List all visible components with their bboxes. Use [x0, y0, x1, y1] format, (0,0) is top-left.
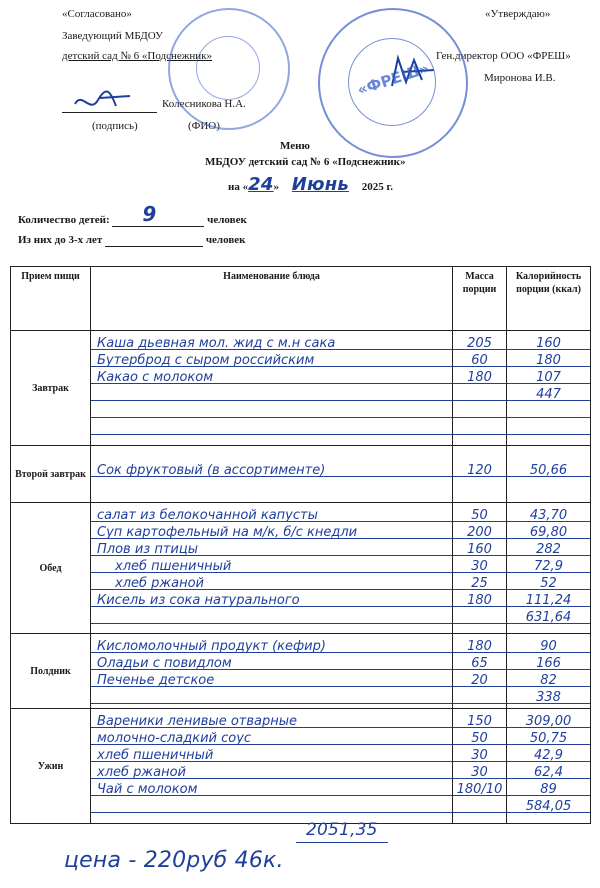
ruled-line [91, 652, 452, 653]
fio-caption: (ФИО) [188, 120, 220, 132]
header-kcal: Калорийность порции (ккал) [507, 267, 591, 331]
menu-kcal: 631,64 [507, 609, 590, 626]
ruled-line [91, 795, 452, 796]
ruled-line [453, 669, 506, 670]
ruled-line [453, 606, 506, 607]
menu-kcal: 82 [507, 672, 590, 689]
menu-dish: Оладьи с повидлом [91, 655, 452, 672]
menu-kcal: 72,9 [507, 558, 590, 575]
ruled-line [91, 606, 452, 607]
menu-dish: Сок фруктовый (в ассортименте) [91, 462, 452, 479]
meal-label: Ужин [11, 709, 91, 824]
ruled-line [507, 400, 590, 401]
ruled-line [91, 761, 452, 762]
menu-dish: молочно-сладкий соус [91, 730, 452, 747]
menu-kcal: 90 [507, 638, 590, 655]
mass-column [453, 331, 507, 446]
menu-mass: 65 [453, 655, 506, 672]
kcal-column [507, 446, 591, 503]
ruled-line [507, 434, 590, 435]
menu-kcal: 309,00 [507, 713, 590, 730]
ruled-line [507, 383, 590, 384]
confirm-title: «Утверждаю» [485, 8, 551, 20]
date-mid: » [273, 181, 280, 193]
ruled-line [91, 589, 452, 590]
menu-dish: хлеб ржаной [91, 575, 452, 592]
menu-mass [453, 798, 506, 815]
confirm-name: Миронова И.В. [484, 72, 556, 84]
menu-mass: 180 [453, 369, 506, 386]
header-meal: Прием пищи [11, 267, 91, 331]
under3-value [105, 234, 203, 247]
ruled-line [91, 366, 452, 367]
menu-mass: 30 [453, 764, 506, 781]
menu-dish: хлеб пшеничный [91, 558, 452, 575]
ruled-line [453, 538, 506, 539]
menu-mass: 200 [453, 524, 506, 541]
menu-mass [453, 689, 506, 706]
ruled-line [507, 812, 590, 813]
menu-date [228, 174, 393, 195]
ruled-line [453, 652, 506, 653]
ruled-line [507, 652, 590, 653]
menu-dish: салат из белокочанной капусты [91, 507, 452, 524]
ruled-line [507, 366, 590, 367]
ruled-line [91, 778, 452, 779]
date-month: Июнь [291, 174, 349, 195]
ruled-line [453, 366, 506, 367]
menu-kcal: 584,05 [507, 798, 590, 815]
meal-label: Обед [11, 503, 91, 634]
menu-mass [453, 609, 506, 626]
ruled-line [507, 417, 590, 418]
menu-mass: 180/10 [453, 781, 506, 798]
menu-mass: 30 [453, 747, 506, 764]
menu-dish [91, 386, 452, 403]
ruled-line [507, 349, 590, 350]
children-unit: человек [207, 214, 247, 226]
ruled-line [507, 744, 590, 745]
menu-mass: 50 [453, 507, 506, 524]
ruled-line [91, 555, 452, 556]
ruled-line [91, 383, 452, 384]
header-mass: Масса порции [453, 267, 507, 331]
menu-mass: 60 [453, 352, 506, 369]
menu-dish: Кисель из сока натурального [91, 592, 452, 609]
dish-column [91, 446, 453, 503]
ruled-line [91, 417, 452, 418]
kcal-column [507, 709, 591, 824]
kcal-column [507, 634, 591, 709]
grand-total-underline [296, 842, 388, 843]
stamp-left [168, 8, 290, 130]
ruled-line [453, 434, 506, 435]
ruled-line [91, 669, 452, 670]
menu-dish: хлеб пшеничный [91, 747, 452, 764]
ruled-line [91, 434, 452, 435]
mass-column [453, 446, 507, 503]
menu-kcal: 42,9 [507, 747, 590, 764]
menu-dish [91, 689, 452, 706]
approved-org: детский сад № 6 «Подснежник» [62, 50, 213, 62]
dish-column [91, 503, 453, 634]
meal-label: Полдник [11, 634, 91, 709]
menu-kcal: 107 [507, 369, 590, 386]
ruled-line [453, 349, 506, 350]
menu-dish: Плов из птицы [91, 541, 452, 558]
menu-kcal: 69,80 [507, 524, 590, 541]
grand-total: 2051,35 [306, 820, 378, 840]
menu-mass: 25 [453, 575, 506, 592]
ruled-line [507, 572, 590, 573]
ruled-line [507, 555, 590, 556]
ruled-line [91, 521, 452, 522]
ruled-line [507, 623, 590, 624]
approved-name: Колесникова Н.А. [162, 98, 246, 110]
signature-left [70, 86, 140, 122]
ruled-line [453, 744, 506, 745]
menu-dish: Какао с молоком [91, 369, 452, 386]
ruled-line [91, 812, 452, 813]
ruled-line [507, 538, 590, 539]
menu-dish: Чай с молоком [91, 781, 452, 798]
under3-label: Из них до 3-х лет [18, 234, 103, 246]
kcal-column [507, 503, 591, 634]
menu-dish [91, 798, 452, 815]
ruled-line [507, 476, 590, 477]
menu-dish: Суп картофельный на м/к, б/с кнедли [91, 524, 452, 541]
sign-caption: (подпись) [92, 120, 138, 132]
children-value: 9 [142, 202, 157, 226]
ruled-line [453, 761, 506, 762]
stamp-brand: «ФРЕШ» [355, 59, 431, 99]
menu-subtitle: МБДОУ детский сад № 6 «Подснежник» [205, 156, 406, 168]
price-note: цена - 220руб 46к. [64, 848, 284, 873]
menu-mass: 160 [453, 541, 506, 558]
menu-mass: 120 [453, 462, 506, 479]
ruled-line [453, 417, 506, 418]
menu-mass [453, 403, 506, 420]
menu-kcal [507, 420, 590, 437]
ruled-line [91, 476, 452, 477]
menu-dish: Бутерброд с сыром российским [91, 352, 452, 369]
menu-kcal: 50,66 [507, 462, 590, 479]
menu-dish [91, 420, 452, 437]
mass-column [453, 634, 507, 709]
ruled-line [453, 555, 506, 556]
ruled-line [507, 669, 590, 670]
date-day: 24 [248, 174, 274, 195]
ruled-line [453, 476, 506, 477]
menu-dish: Каша дьевная мол. жид с м.н сака [91, 335, 452, 352]
mass-column [453, 503, 507, 634]
menu-title: Меню [280, 140, 310, 152]
stamp-right [318, 8, 468, 158]
ruled-line [91, 400, 452, 401]
ruled-line [507, 727, 590, 728]
ruled-line [453, 400, 506, 401]
ruled-line [453, 572, 506, 573]
ruled-line [91, 538, 452, 539]
dish-column [91, 634, 453, 709]
header-dish: Наименование блюда [91, 267, 453, 331]
ruled-line [91, 349, 452, 350]
menu-mass: 30 [453, 558, 506, 575]
menu-kcal: 52 [507, 575, 590, 592]
ruled-line [507, 606, 590, 607]
approved-position: Заведующий МБДОУ [62, 30, 163, 42]
ruled-line [91, 727, 452, 728]
ruled-line [507, 589, 590, 590]
ruled-line [453, 727, 506, 728]
date-prefix: на « [228, 181, 249, 193]
ruled-line [91, 744, 452, 745]
menu-kcal: 43,70 [507, 507, 590, 524]
menu-dish [91, 403, 452, 420]
menu-kcal [507, 403, 590, 420]
menu-mass [453, 386, 506, 403]
menu-mass: 205 [453, 335, 506, 352]
menu-dish: Печенье детское [91, 672, 452, 689]
menu-kcal: 160 [507, 335, 590, 352]
confirm-position: Ген.директор ООО «ФРЕШ» [436, 50, 571, 62]
ruled-line [453, 521, 506, 522]
ruled-line [507, 703, 590, 704]
mass-column [453, 709, 507, 824]
menu-mass: 20 [453, 672, 506, 689]
menu-table [10, 266, 591, 824]
menu-kcal: 338 [507, 689, 590, 706]
menu-dish [91, 609, 452, 626]
menu-dish: Кисломолочный продукт (кефир) [91, 638, 452, 655]
dish-column [91, 709, 453, 824]
signature-left-scribble [70, 86, 140, 116]
children-label: Количество детей: [18, 214, 110, 226]
menu-mass [453, 420, 506, 437]
ruled-line [453, 623, 506, 624]
menu-kcal: 282 [507, 541, 590, 558]
under3-unit: человек [205, 234, 246, 246]
ruled-line [91, 572, 452, 573]
ruled-line [453, 686, 506, 687]
ruled-line [91, 703, 452, 704]
menu-kcal: 180 [507, 352, 590, 369]
menu-mass: 180 [453, 638, 506, 655]
ruled-line [453, 778, 506, 779]
ruled-line [507, 795, 590, 796]
ruled-line [507, 778, 590, 779]
ruled-line [453, 383, 506, 384]
menu-mass: 50 [453, 730, 506, 747]
menu-kcal: 62,4 [507, 764, 590, 781]
under3-count [18, 234, 246, 247]
ruled-line [507, 761, 590, 762]
kcal-column [507, 331, 591, 446]
dish-column [91, 331, 453, 446]
menu-dish: хлеб ржаной [91, 764, 452, 781]
menu-kcal: 111,24 [507, 592, 590, 609]
ruled-line [91, 686, 452, 687]
ruled-line [453, 795, 506, 796]
menu-kcal: 166 [507, 655, 590, 672]
ruled-line [91, 623, 452, 624]
meal-label: Второй завтрак [11, 446, 91, 503]
menu-kcal: 447 [507, 386, 590, 403]
ruled-line [453, 812, 506, 813]
menu-mass: 150 [453, 713, 506, 730]
menu-dish: Вареники ленивые отварные [91, 713, 452, 730]
ruled-line [507, 521, 590, 522]
ruled-line [453, 589, 506, 590]
menu-kcal: 50,75 [507, 730, 590, 747]
menu-kcal: 89 [507, 781, 590, 798]
ruled-line [507, 686, 590, 687]
menu-mass: 180 [453, 592, 506, 609]
ruled-line [453, 703, 506, 704]
meal-label: Завтрак [11, 331, 91, 446]
children-count [18, 202, 247, 227]
date-year: 2025 г. [361, 181, 393, 193]
approved-title: «Согласовано» [62, 8, 132, 20]
